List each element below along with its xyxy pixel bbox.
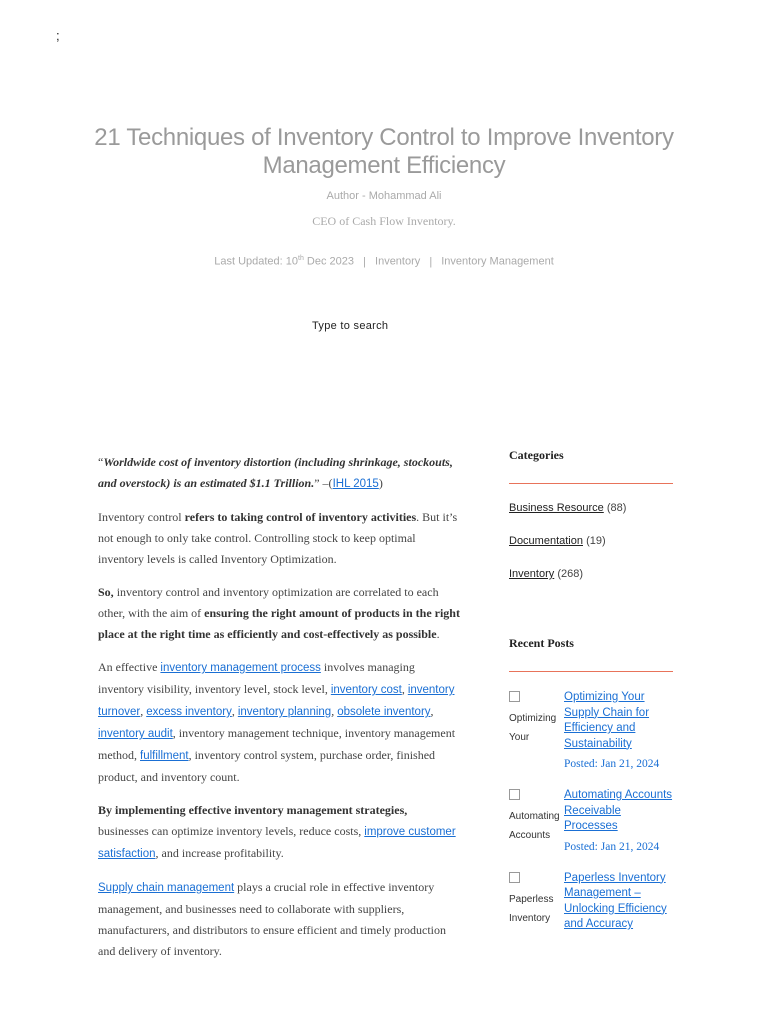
categories-heading: Categories — [509, 448, 564, 462]
recent-post-item — [509, 871, 673, 933]
paragraph-process — [98, 657, 460, 788]
broken-image-icon — [509, 691, 520, 702]
search-input[interactable]: Type to search — [312, 320, 389, 332]
text: . But it’s not enough to only take control. Controlling stock to keep optimal inventory levels is called Inventory Optimization. — [98, 510, 458, 566]
quote-text: Worldwide cost of inventory distortion (including shrinkage, stockouts, and overstock) is an estimated $1.1 Trillion. — [98, 455, 453, 490]
category-link-business-resource[interactable]: Business Resource — [509, 502, 604, 514]
category-count: (19) — [586, 535, 606, 547]
recent-post-link[interactable]: Automating Accounts Receivable Processes — [564, 789, 673, 832]
link-improve-customer-satisfaction[interactable]: improve customer satisfaction — [98, 826, 456, 860]
updated-date-prefix: Last Updated: 10 — [214, 255, 299, 268]
thumbnail-alt-text: Paperless — [509, 893, 554, 905]
paragraph-supply-chain — [98, 877, 460, 962]
author-line: Author - Mohammad Ali — [326, 190, 442, 202]
category-item — [509, 568, 673, 580]
recent-post-item — [509, 690, 673, 770]
post-meta — [0, 255, 768, 268]
text: involves managing inventory visibility, inventory level, stock level, — [98, 660, 415, 696]
open-quote: “ — [98, 455, 104, 469]
tag-inventory[interactable]: Inventory — [375, 255, 421, 268]
meta-separator: | — [363, 255, 366, 268]
text: plays a crucial role in effective inventory management, and businesses need to collaborate with suppliers, manufacturers, and distributors to ensure efficient and timely production and delivery of inventory. — [98, 880, 447, 958]
article-header — [0, 124, 768, 268]
text: Inventory control — [98, 510, 185, 524]
text: businesses can optimize inventory levels, reduce costs, — [98, 824, 365, 838]
category-link-inventory[interactable]: Inventory — [509, 568, 555, 580]
ihl-source-link[interactable]: IHL 2015 — [332, 478, 379, 490]
text: , inventory management technique, inventory management method, — [98, 726, 456, 762]
sidebar — [509, 448, 673, 951]
bold-text: ensuring the right amount of products in the right place at the right time as efficiently and cost-effectively as possible — [98, 606, 460, 641]
recent-post-item — [509, 788, 673, 853]
updated-date-sup: th — [298, 255, 304, 262]
link-inventory-management-process[interactable]: inventory management process — [160, 662, 321, 674]
recent-posts-heading: Recent Posts — [509, 636, 574, 650]
link-inventory-cost[interactable]: inventory cost — [330, 684, 402, 696]
recent-post-link[interactable]: Paperless Inventory Management – Unlocking Efficiency and Accuracy — [564, 871, 667, 930]
text: , — [140, 704, 147, 718]
post-date: Posted: Jan 21, 2024 — [564, 758, 660, 770]
post-date: Posted: Jan 21, 2024 — [564, 840, 660, 853]
post-info — [564, 871, 673, 933]
paragraph-strategies — [98, 800, 460, 865]
category-item — [509, 502, 673, 514]
quote-end: ) — [378, 476, 383, 490]
intro-quote-paragraph — [98, 452, 460, 495]
thumbnail-alt-text: Inventory — [509, 912, 551, 924]
bold-text: So, — [98, 585, 114, 599]
link-supply-chain-management[interactable]: Supply chain management — [98, 882, 235, 894]
text: , — [331, 704, 338, 718]
divider — [509, 483, 673, 484]
category-item — [509, 535, 673, 547]
broken-image-icon — [509, 789, 520, 800]
category-link-documentation[interactable]: Documentation — [509, 535, 583, 547]
category-count: (88) — [606, 502, 627, 514]
text: An effective — [98, 660, 161, 674]
meta-separator: | — [429, 255, 433, 268]
bold-text: By implementing effective inventory management strategies, — [98, 803, 408, 817]
article-body — [98, 452, 460, 974]
category-count: (268) — [557, 568, 583, 580]
quote-close: ” –( — [314, 476, 333, 490]
text: , inventory control system, purchase order, finished product, and inventory count. — [98, 748, 436, 784]
post-info — [564, 788, 673, 853]
thumbnail-alt-text: Accounts — [509, 830, 551, 841]
post-thumbnail[interactable] — [509, 690, 564, 770]
text: , and increase profitability. — [155, 846, 284, 860]
post-info — [564, 690, 673, 770]
link-obsolete-inventory[interactable]: obsolete inventory — [337, 706, 431, 718]
link-fulfillment[interactable]: fulfillment — [140, 750, 189, 762]
bold-text: refers to taking control of inventory activities — [184, 510, 417, 524]
text: inventory control and inventory optimization are correlated to each other, with the aim of — [98, 585, 439, 620]
link-inventory-planning[interactable]: inventory planning — [237, 706, 332, 718]
post-thumbnail[interactable] — [509, 788, 564, 853]
text: , — [401, 682, 408, 696]
text: , — [231, 704, 238, 718]
divider — [509, 671, 673, 672]
thumbnail-alt-text: Optimizing — [509, 713, 557, 724]
link-excess-inventory[interactable]: excess inventory — [146, 706, 232, 718]
thumbnail-alt-text: Automating — [509, 811, 560, 822]
paragraph-definition — [98, 507, 460, 570]
text: . — [436, 627, 440, 641]
recent-post-link[interactable]: Optimizing Your Supply Chain for Efficiency and Sustainability — [564, 691, 650, 750]
post-thumbnail[interactable] — [509, 871, 564, 933]
thumbnail-alt-text: Your — [509, 732, 530, 743]
link-inventory-audit[interactable]: inventory audit — [98, 728, 173, 740]
text: , — [430, 704, 434, 718]
stray-character: ; — [56, 28, 60, 43]
broken-image-icon — [509, 872, 520, 883]
author-role: CEO of Cash Flow Inventory. — [312, 214, 456, 228]
link-inventory-turnover[interactable]: inventory turnover — [98, 684, 455, 718]
paragraph-correlation — [98, 582, 460, 645]
page-title: 21 Techniques of Inventory Control to Improve Inventory Management Efficiency — [94, 124, 674, 179]
tag-inventory-management[interactable]: Inventory Management — [441, 255, 554, 268]
updated-date-suffix: Dec 2023 — [303, 255, 355, 268]
